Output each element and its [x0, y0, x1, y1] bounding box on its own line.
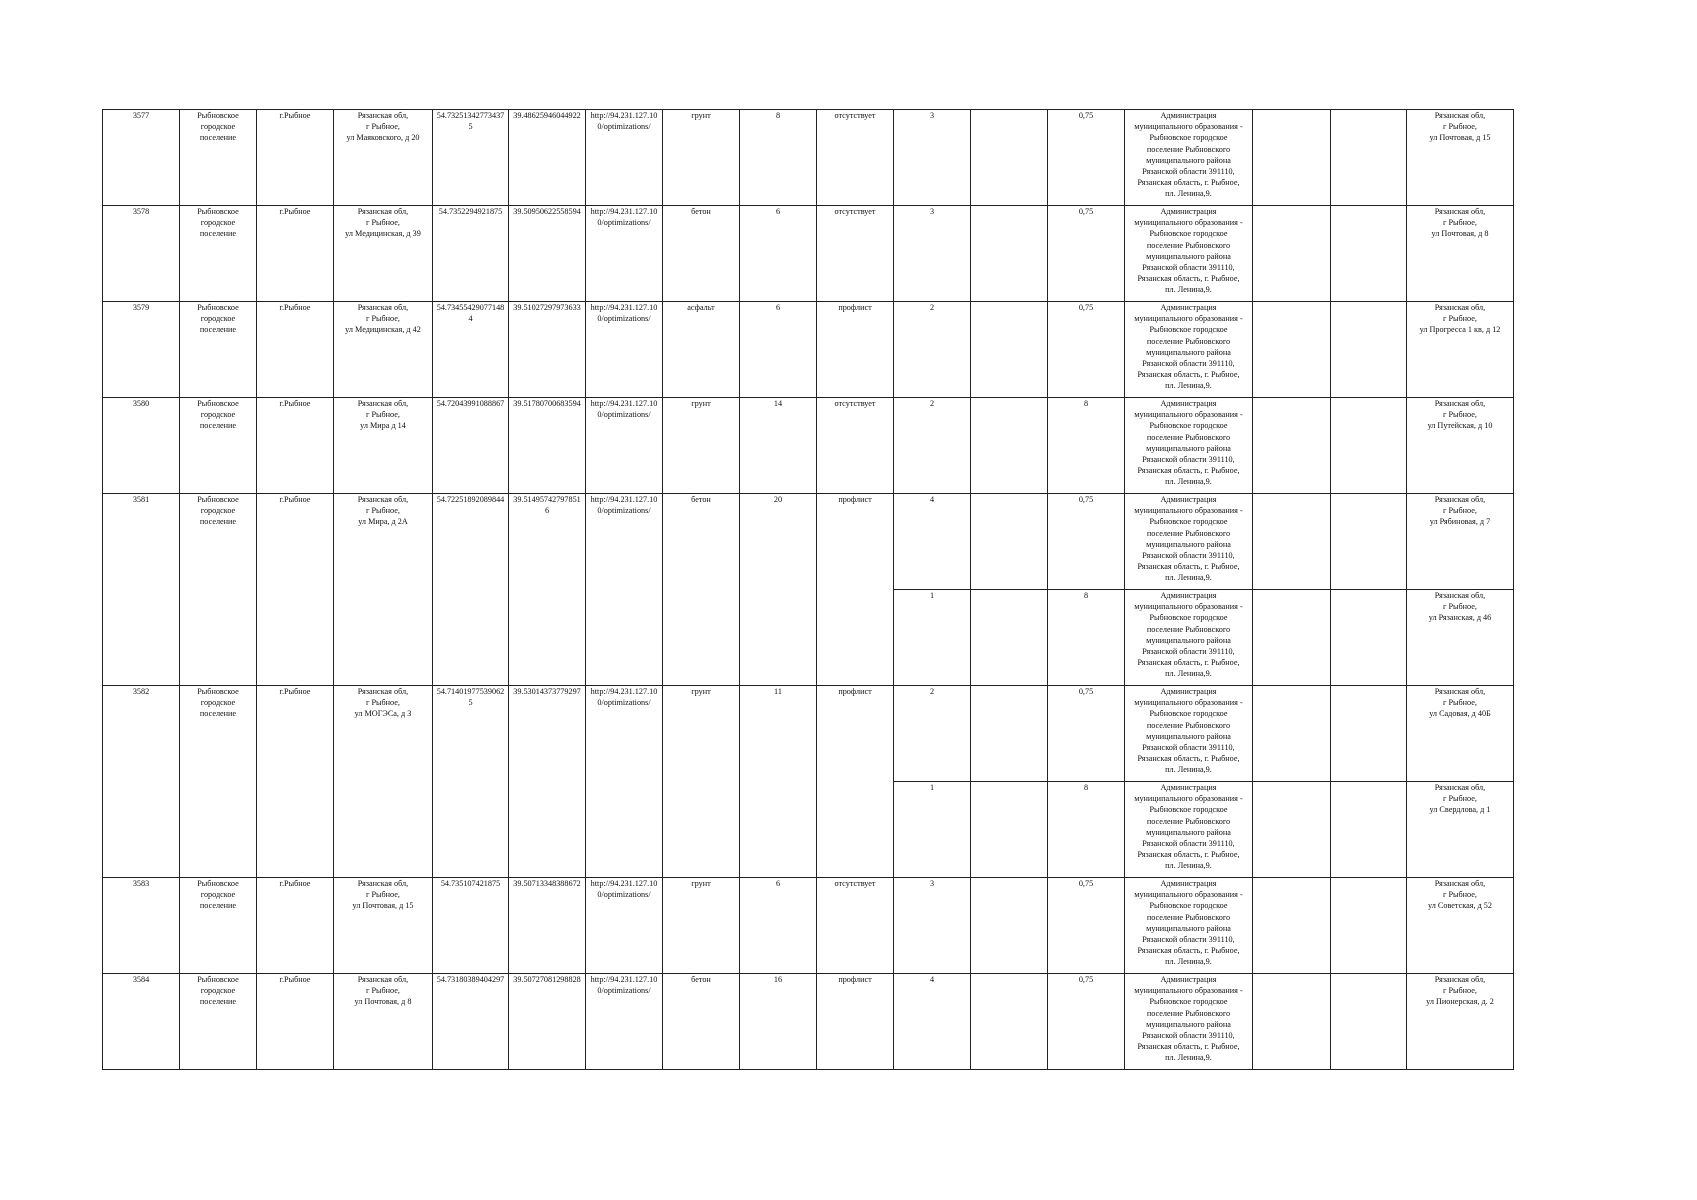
owner-cell: Администрация муниципального образования - Рыбновское городское поселение Рыбновского муниципального района Рязанской области 391110, Рязанская область, г. Рыбное, пл. Ленина,9.	[1125, 206, 1253, 302]
latitude-cell: 54.73455429077148 4	[433, 302, 509, 398]
locality-cell: г.Рыбное	[257, 686, 334, 878]
map-link-cell: http://94.231.127.10 0/optimizations/	[586, 494, 663, 686]
area-cell: 6	[740, 302, 817, 398]
owner-cell: Администрация муниципального образования - Рыбновское городское поселение Рыбновского муниципального района Рязанской области 391110, Рязанская область, г. Рыбное, пл. Ленина,9.	[1125, 590, 1253, 686]
waste-sources-cell: Рязанская обл, г Рыбное, ул Путейская, д 10	[1407, 398, 1514, 494]
map-link-cell: http://94.231.127.10 0/optimizations/	[586, 302, 663, 398]
address-cell: Рязанская обл, г Рыбное, ул Медицинская, д 39	[334, 206, 433, 302]
locality-cell: г.Рыбное	[257, 974, 334, 1070]
container-volume-cell: 8	[1048, 590, 1125, 686]
longitude-cell: 39.51495742797851 6	[509, 494, 586, 686]
settlement-cell: Рыбновское городское поселение	[180, 110, 257, 206]
settlement-cell: Рыбновское городское поселение	[180, 686, 257, 878]
container-volume-cell: 0,75	[1048, 110, 1125, 206]
surface-cell: грунт	[663, 878, 740, 974]
empty-cell	[1331, 110, 1407, 206]
container-count-cell: 2	[894, 398, 971, 494]
map-link-cell: http://94.231.127.10 0/optimizations/	[586, 398, 663, 494]
longitude-cell: 39.53014373779297	[509, 686, 586, 878]
latitude-cell: 54.735107421875	[433, 878, 509, 974]
empty-cell	[971, 302, 1048, 398]
empty-cell	[1331, 878, 1407, 974]
waste-sources-cell: Рязанская обл, г Рыбное, ул Почтовая, д 8	[1407, 206, 1514, 302]
longitude-cell: 39.50713348388672	[509, 878, 586, 974]
fence-cell: отсутствует	[817, 398, 894, 494]
empty-cell	[971, 782, 1048, 878]
locality-cell: г.Рыбное	[257, 398, 334, 494]
map-link-cell: http://94.231.127.10 0/optimizations/	[586, 878, 663, 974]
waste-sources-cell: Рязанская обл, г Рыбное, ул Пионерская, д. 2	[1407, 974, 1514, 1070]
settlement-cell: Рыбновское городское поселение	[180, 398, 257, 494]
table-row	[103, 686, 1514, 782]
empty-cell	[1331, 206, 1407, 302]
container-volume-cell: 0,75	[1048, 302, 1125, 398]
address-cell: Рязанская обл, г Рыбное, ул Медицинская, д 42	[334, 302, 433, 398]
locality-cell: г.Рыбное	[257, 494, 334, 686]
address-cell: Рязанская обл, г Рыбное, ул МОГЭСа, д 3	[334, 686, 433, 878]
latitude-cell: 54.73180389404297	[433, 974, 509, 1070]
area-cell: 20	[740, 494, 817, 686]
site-number-cell: 3580	[103, 398, 180, 494]
container-count-cell: 4	[894, 974, 971, 1070]
map-link-cell: http://94.231.127.10 0/optimizations/	[586, 974, 663, 1070]
fence-cell: профлист	[817, 686, 894, 878]
waste-sources-cell: Рязанская обл, г Рыбное, ул Почтовая, д 15	[1407, 110, 1514, 206]
empty-cell	[1331, 686, 1407, 782]
longitude-cell: 39.50950622558594	[509, 206, 586, 302]
owner-cell: Администрация муниципального образования - Рыбновское городское поселение Рыбновского муниципального района Рязанской области 391110, Рязанская область, г. Рыбное, пл. Ленина,9.	[1125, 782, 1253, 878]
empty-cell	[971, 110, 1048, 206]
table-row	[103, 206, 1514, 302]
container-volume-cell: 8	[1048, 782, 1125, 878]
area-cell: 11	[740, 686, 817, 878]
empty-cell	[1253, 686, 1331, 782]
empty-cell	[971, 398, 1048, 494]
longitude-cell: 39.50727081298828	[509, 974, 586, 1070]
empty-cell	[1253, 590, 1331, 686]
waste-sources-cell: Рязанская обл, г Рыбное, ул Советская, д 52	[1407, 878, 1514, 974]
waste-sites-table	[102, 109, 1514, 1070]
site-number-cell: 3584	[103, 974, 180, 1070]
container-count-cell: 3	[894, 878, 971, 974]
area-cell: 16	[740, 974, 817, 1070]
settlement-cell: Рыбновское городское поселение	[180, 974, 257, 1070]
container-volume-cell: 0,75	[1048, 206, 1125, 302]
site-number-cell: 3577	[103, 110, 180, 206]
surface-cell: бетон	[663, 206, 740, 302]
surface-cell: грунт	[663, 110, 740, 206]
empty-cell	[1331, 494, 1407, 590]
surface-cell: бетон	[663, 494, 740, 686]
container-count-cell: 3	[894, 206, 971, 302]
owner-cell: Администрация муниципального образования - Рыбновское городское поселение Рыбновского муниципального района Рязанской области 391110, Рязанская область, г. Рыбное, пл. Ленина,9.	[1125, 878, 1253, 974]
empty-cell	[971, 590, 1048, 686]
waste-sources-cell: Рязанская обл, г Рыбное, ул Рязанская, д 46	[1407, 590, 1514, 686]
empty-cell	[1253, 398, 1331, 494]
fence-cell: отсутствует	[817, 206, 894, 302]
latitude-cell: 54.72251892089844	[433, 494, 509, 686]
locality-cell: г.Рыбное	[257, 302, 334, 398]
table-row	[103, 398, 1514, 494]
table-row	[103, 974, 1514, 1070]
waste-sources-cell: Рязанская обл, г Рыбное, ул Садовая, д 40Б	[1407, 686, 1514, 782]
container-count-cell: 1	[894, 590, 971, 686]
surface-cell: асфальт	[663, 302, 740, 398]
empty-cell	[1253, 974, 1331, 1070]
container-count-cell: 2	[894, 302, 971, 398]
empty-cell	[1331, 974, 1407, 1070]
settlement-cell: Рыбновское городское поселение	[180, 302, 257, 398]
longitude-cell: 39.51780700683594	[509, 398, 586, 494]
waste-sources-cell: Рязанская обл, г Рыбное, ул Свердлова, д 1	[1407, 782, 1514, 878]
latitude-cell: 54.72043991088867	[433, 398, 509, 494]
latitude-cell: 54.73251342773437 5	[433, 110, 509, 206]
fence-cell: отсутствует	[817, 878, 894, 974]
owner-cell: Администрация муниципального образования - Рыбновское городское поселение Рыбновского муниципального района Рязанской области 391110, Рязанская область, г. Рыбное, пл. Ленина,9.	[1125, 686, 1253, 782]
waste-sources-cell: Рязанская обл, г Рыбное, ул Рябиновая, д 7	[1407, 494, 1514, 590]
empty-cell	[1331, 398, 1407, 494]
address-cell: Рязанская обл, г Рыбное, ул Мира д 14	[334, 398, 433, 494]
empty-cell	[1253, 110, 1331, 206]
area-cell: 6	[740, 878, 817, 974]
container-volume-cell: 0,75	[1048, 494, 1125, 590]
empty-cell	[971, 878, 1048, 974]
surface-cell: грунт	[663, 686, 740, 878]
container-volume-cell: 0,75	[1048, 974, 1125, 1070]
table-body	[103, 110, 1514, 1070]
settlement-cell: Рыбновское городское поселение	[180, 206, 257, 302]
site-number-cell: 3581	[103, 494, 180, 686]
surface-cell: бетон	[663, 974, 740, 1070]
owner-cell: Администрация муниципального образования - Рыбновское городское поселение Рыбновского муниципального района Рязанской области 391110, Рязанская область, г. Рыбное, пл. Ленина,9.	[1125, 302, 1253, 398]
map-link-cell: http://94.231.127.10 0/optimizations/	[586, 110, 663, 206]
site-number-cell: 3578	[103, 206, 180, 302]
empty-cell	[1253, 782, 1331, 878]
longitude-cell: 39.48625946044922	[509, 110, 586, 206]
map-link-cell: http://94.231.127.10 0/optimizations/	[586, 686, 663, 878]
table-row	[103, 878, 1514, 974]
settlement-cell: Рыбновское городское поселение	[180, 494, 257, 686]
owner-cell: Администрация муниципального образования - Рыбновское городское поселение Рыбновского муниципального района Рязанской области 391110, Рязанская область, г. Рыбное, пл. Ленина,9.	[1125, 494, 1253, 590]
container-count-cell: 1	[894, 782, 971, 878]
container-count-cell: 2	[894, 686, 971, 782]
empty-cell	[971, 494, 1048, 590]
empty-cell	[1331, 302, 1407, 398]
empty-cell	[971, 686, 1048, 782]
owner-cell: Администрация муниципального образования - Рыбновское городское поселение Рыбновского муниципального района Рязанской области 391110, Рязанская область, г. Рыбное, пл. Ленина,9.	[1125, 398, 1253, 494]
address-cell: Рязанская обл, г Рыбное, ул Почтовая, д 8	[334, 974, 433, 1070]
empty-cell	[971, 206, 1048, 302]
address-cell: Рязанская обл, г Рыбное, ул Маяковского, д 20	[334, 110, 433, 206]
container-volume-cell: 8	[1048, 398, 1125, 494]
surface-cell: грунт	[663, 398, 740, 494]
locality-cell: г.Рыбное	[257, 206, 334, 302]
container-count-cell: 3	[894, 110, 971, 206]
site-number-cell: 3583	[103, 878, 180, 974]
container-count-cell: 4	[894, 494, 971, 590]
empty-cell	[1253, 206, 1331, 302]
empty-cell	[1253, 878, 1331, 974]
address-cell: Рязанская обл, г Рыбное, ул Мира, д 2А	[334, 494, 433, 686]
waste-sources-cell: Рязанская обл, г Рыбное, ул Прогресса 1 кв, д 12	[1407, 302, 1514, 398]
map-link-cell: http://94.231.127.10 0/optimizations/	[586, 206, 663, 302]
fence-cell: отсутствует	[817, 110, 894, 206]
empty-cell	[1253, 494, 1331, 590]
longitude-cell: 39.51027297973633	[509, 302, 586, 398]
settlement-cell: Рыбновское городское поселение	[180, 878, 257, 974]
address-cell: Рязанская обл, г Рыбное, ул Почтовая, д 15	[334, 878, 433, 974]
owner-cell: Администрация муниципального образования - Рыбновское городское поселение Рыбновского муниципального района Рязанской области 391110, Рязанская область, г. Рыбное, пл. Ленина,9.	[1125, 974, 1253, 1070]
fence-cell: профлист	[817, 302, 894, 398]
owner-cell: Администрация муниципального образования - Рыбновское городское поселение Рыбновского муниципального района Рязанской области 391110, Рязанская область, г. Рыбное, пл. Ленина,9.	[1125, 110, 1253, 206]
empty-cell	[1331, 782, 1407, 878]
table-row	[103, 494, 1514, 590]
latitude-cell: 54.7352294921875	[433, 206, 509, 302]
locality-cell: г.Рыбное	[257, 110, 334, 206]
fence-cell: профлист	[817, 974, 894, 1070]
table-row	[103, 302, 1514, 398]
site-number-cell: 3582	[103, 686, 180, 878]
area-cell: 14	[740, 398, 817, 494]
container-volume-cell: 0,75	[1048, 686, 1125, 782]
empty-cell	[1253, 302, 1331, 398]
table-row	[103, 110, 1514, 206]
container-volume-cell: 0,75	[1048, 878, 1125, 974]
empty-cell	[1331, 590, 1407, 686]
site-number-cell: 3579	[103, 302, 180, 398]
fence-cell: профлист	[817, 494, 894, 686]
locality-cell: г.Рыбное	[257, 878, 334, 974]
area-cell: 8	[740, 110, 817, 206]
area-cell: 6	[740, 206, 817, 302]
latitude-cell: 54.71401977539062 5	[433, 686, 509, 878]
empty-cell	[971, 974, 1048, 1070]
